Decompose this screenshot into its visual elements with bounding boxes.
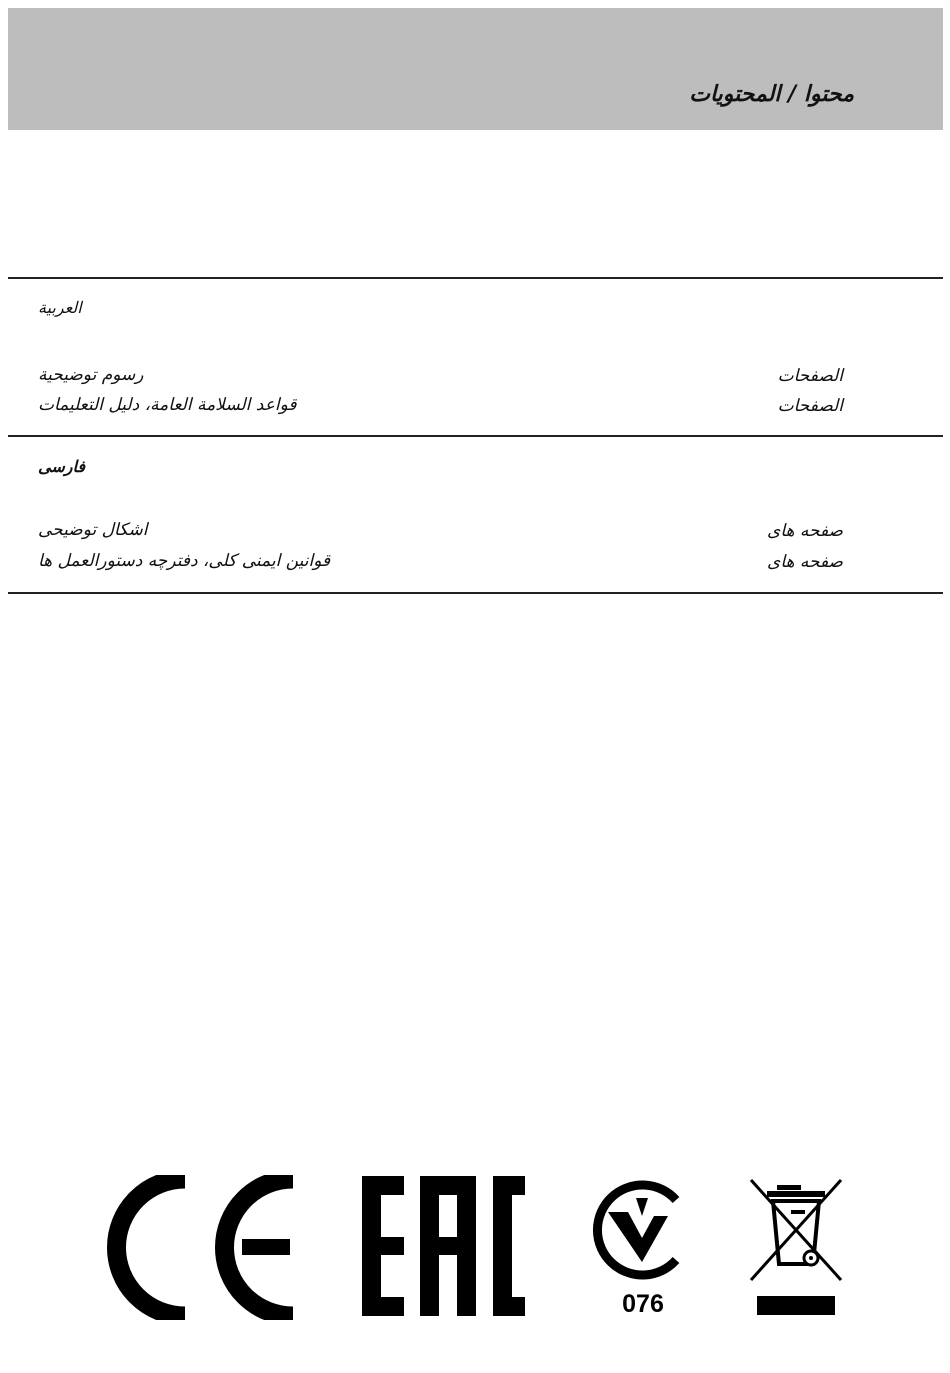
toc-entry-pages: صفحه های — [767, 521, 843, 541]
ua-conformity-mark-icon — [586, 1176, 690, 1286]
section-divider — [8, 277, 943, 279]
ua-mark-code: 076 — [622, 1290, 664, 1318]
section-language-persian: فارسی — [38, 457, 85, 476]
page-title: محتوا / المحتويات — [689, 82, 854, 107]
toc-entry-title: قوانین ایمنی کلی، دفترچه دستورالعمل ها — [38, 551, 331, 571]
toc-entry-title: رسوم توضيحية — [38, 365, 144, 385]
toc-entry-pages: الصفحات — [777, 396, 843, 416]
toc-entry-pages: صفحه های — [767, 552, 843, 572]
weee-crossed-bin-icon — [747, 1176, 847, 1318]
toc-entry-title: اشکال توضیحی — [38, 520, 148, 540]
toc-entry-pages: الصفحات — [777, 366, 843, 386]
header-band — [8, 8, 943, 130]
section-divider — [8, 592, 943, 594]
section-language-arabic: العربية — [38, 298, 82, 317]
ce-mark-icon — [105, 1175, 300, 1320]
toc-entry-title: قواعد السلامة العامة، دليل التعليمات — [38, 395, 297, 415]
eac-mark-icon — [362, 1176, 525, 1318]
section-divider — [8, 435, 943, 437]
